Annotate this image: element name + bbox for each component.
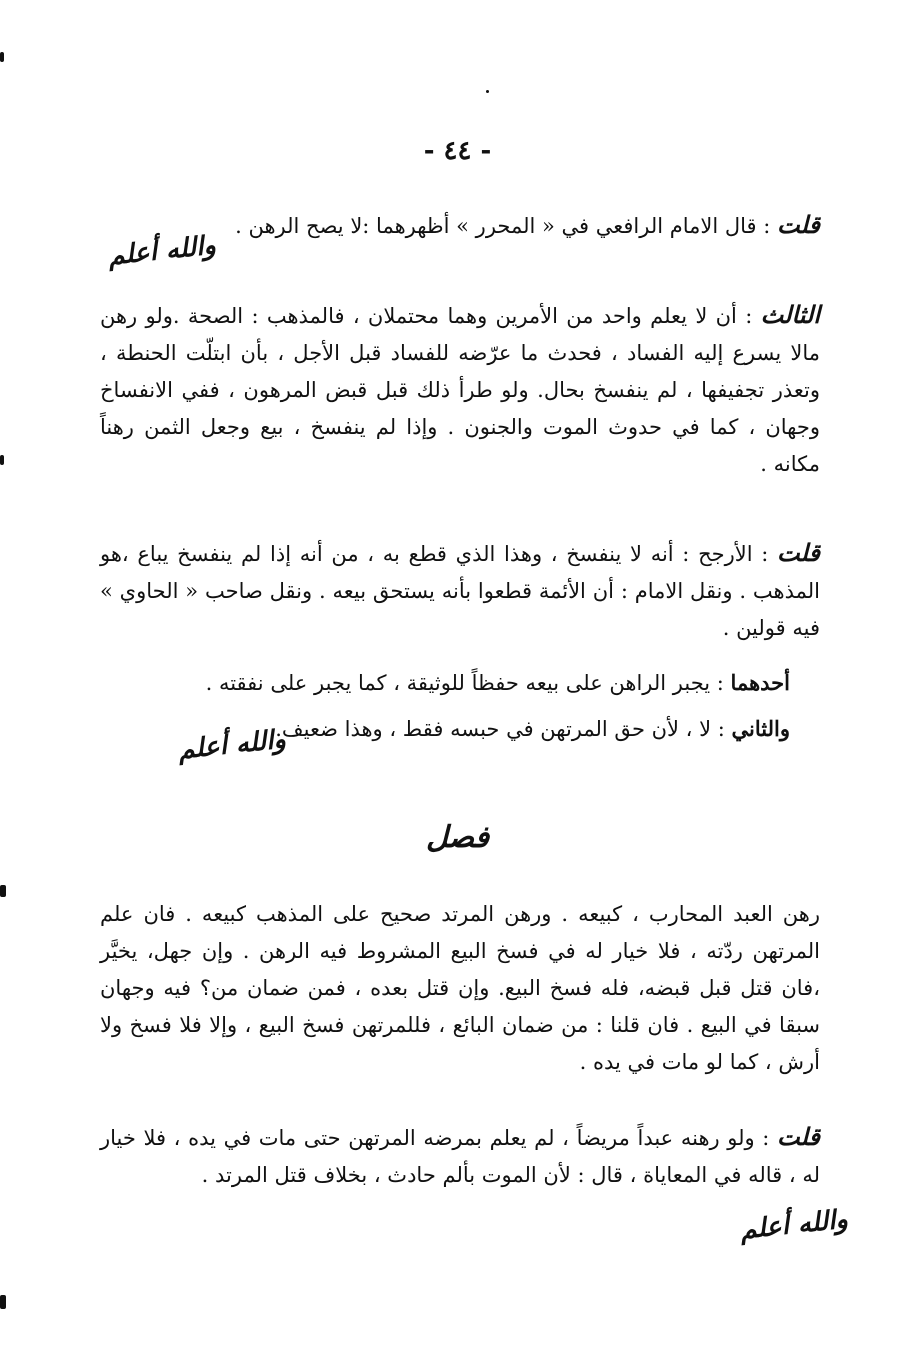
scan-dust — [486, 90, 489, 93]
paragraph-lead: قلت — [777, 210, 820, 239]
page-number: - ٤٤ - — [423, 136, 492, 166]
paragraph-text: رهن العبد المحارب ، كبيعه . ورهن المرتد صحيح على المذهب كبيعه . فان علم المرتهن ردّته ، فلا خيار له في فسخ البيع المشروط فيه الرهن . وإن جهل، يخيَّر ،فان قتل قبل قبضه، فله فسخ البيع. وإن قتل بعده ، فمن ضمان من؟ فيه وجهان سبقا في البيع . فان قلنا : من ضمان البائع ، فللمرتهن فسخ البيع ، وإلا فلا فسخ ولا أرش ، كما لو مات في يده . — [100, 902, 820, 1074]
paragraph-third — [100, 296, 820, 483]
paragraph-text: : ولو رهنه عبداً مريضاً ، لم يعلم بمرضه المرتهن حتى مات في يده ، فلا خيار له ، قاله في المعاياة ، قال : لأن الموت بألم حادث ، بخلاف قتل المرتد . — [100, 1126, 820, 1187]
paragraph-text: : الأرجح : أنه لا ينفسخ ، وهذا الذي قطع به ، من أنه إذا لم ينفسخ يباع ،هو المذهب . ونقل الامام : أن الأئمة قطعوا بأنه يستحق بيعه . ونقل صاحب « الحاوي » فيه قولين . — [100, 542, 820, 640]
paragraph-text: : يجبر الراهن على بيعه حفظاً للوثيقة ، كما يجبر على نفقته . — [205, 671, 731, 695]
scan-mark — [0, 885, 6, 897]
section-title: فصل — [425, 820, 490, 855]
paragraph-lead: أحدهما — [730, 670, 790, 695]
paragraph-lead: الثالث — [760, 300, 820, 329]
paragraph-lead: والثاني — [731, 716, 790, 741]
allahu-alam-2: والله أعلم — [176, 724, 288, 766]
paragraph-lead: قلت — [777, 538, 820, 567]
scan-mark — [0, 52, 4, 62]
allahu-alam-3: والله أعلم — [738, 1204, 850, 1246]
scan-mark — [0, 1295, 6, 1309]
paragraph-qultu-2 — [100, 534, 820, 647]
paragraph-text: : لا ، لأن حق المرتهن في حبسه فقط ، وهذا ضعيف. — [275, 717, 732, 741]
paragraph-section-body — [100, 896, 820, 1081]
scan-mark — [0, 455, 4, 465]
paragraph-text: : قال الامام الرافعي في « المحرر » أظهرهما :لا يصح الرهن . — [235, 214, 778, 238]
paragraph-first-view — [180, 664, 790, 702]
allahu-alam-1: والله أعلم — [106, 230, 218, 272]
paragraph-text: : أن لا يعلم واحد من الأمرين وهما محتملان ، فالمذهب : الصحة .ولو رهن مالا يسرع إليه الفساد ، فحدث ما عرّضه للفساد قبل الأجل ، بأن ابتلّت الحنطة ، وتعذر تجفيفها ، لم ينفسخ بحال. ولو طرأ ذلك قبل قبض المرهون ، ففي الانفساخ وجهان ، كما في حدوث الموت والجنون . وإذا لم ينفسخ ، بيع وجعل الثمن رهناً مكانه . — [100, 304, 820, 476]
paragraph-lead: قلت — [777, 1122, 820, 1151]
paragraph-second-view — [260, 710, 790, 748]
paragraph-qultu-3 — [100, 1118, 820, 1194]
